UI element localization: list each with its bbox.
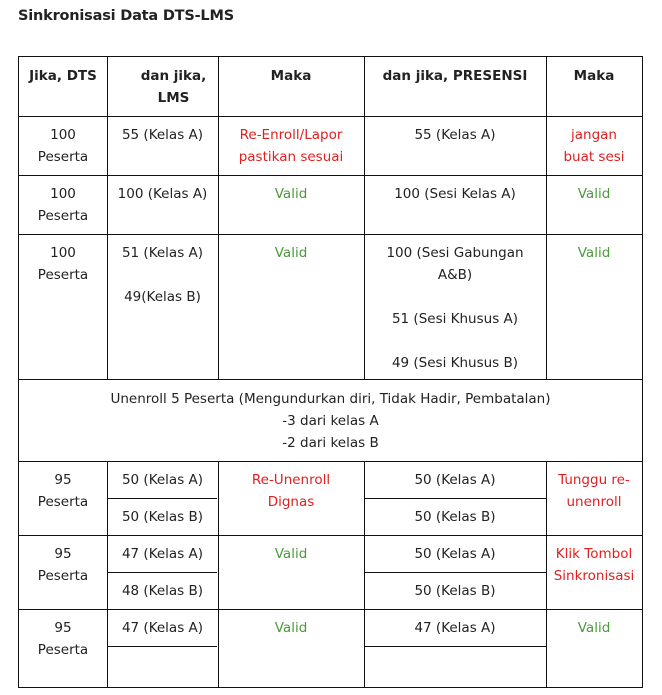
unenroll-note-line1: Unenroll 5 Peserta (Mengundurkan diri, Tidak Hadir, Pembatalan): [110, 391, 551, 407]
row-divider: [19, 609, 642, 610]
row-divider: [19, 535, 642, 536]
row5-lms-b: 48 (Kelas B): [121, 583, 204, 599]
row4-lms-a: 50 (Kelas A): [121, 472, 204, 488]
row4-dts: 95 Peserta: [37, 472, 89, 510]
row4-maka: Re-Unenroll Dignas: [251, 472, 331, 510]
row3-presensi-khusus-b: 49 (Sesi Khusus B): [391, 355, 519, 371]
row5-presensi-a: 50 (Kelas A): [414, 546, 496, 562]
subrow-divider: [364, 572, 546, 573]
row1-presensi: 55 (Kelas A): [414, 127, 496, 143]
unenroll-note-line3: -2 dari kelas B: [282, 435, 379, 451]
header-maka: Maka: [270, 68, 312, 84]
sync-table: [18, 56, 643, 688]
row-divider: [19, 234, 642, 235]
row3-presensi-gabungan: 100 (Sesi Gabungan A&B): [386, 245, 524, 283]
row1-dts: 100 Peserta: [37, 127, 89, 165]
row6-lms-a: 47 (Kelas A): [121, 620, 204, 636]
col-divider: [218, 57, 219, 379]
header-dan-jika-presensi: dan jika, PRESENSI: [382, 68, 528, 84]
row6-maka: Valid: [274, 620, 308, 636]
row3-dts: 100 Peserta: [37, 245, 89, 283]
subrow-divider: [364, 498, 546, 499]
row2-presensi: 100 (Sesi Kelas A): [394, 186, 516, 202]
row2-maka: Valid: [274, 186, 308, 202]
row-divider: [19, 175, 642, 176]
row6-maka-2: Valid: [577, 620, 611, 636]
row2-dts: 100 Peserta: [37, 186, 89, 224]
row2-lms: 100 (Kelas A): [117, 186, 208, 202]
row3-lms-b: 49(Kelas B): [124, 289, 201, 305]
row4-lms-b: 50 (Kelas B): [121, 509, 204, 525]
col-divider: [364, 57, 365, 379]
subrow-divider: [364, 646, 546, 647]
row1-maka-2: jangan buat sesi: [563, 127, 625, 165]
row4-maka-2: Tunggu re-unenroll: [558, 472, 630, 510]
row5-maka: Valid: [274, 546, 308, 562]
row-divider: [19, 461, 642, 462]
unenroll-note-line2: -3 dari kelas A: [282, 413, 379, 429]
row4-presensi-b: 50 (Kelas B): [414, 509, 496, 525]
row5-lms-a: 47 (Kelas A): [121, 546, 204, 562]
row5-maka-2: Klik Tombol Sinkronisasi: [553, 546, 635, 584]
header-dan-jika-lms: dan jika, LMS: [140, 68, 207, 106]
col-divider: [546, 57, 547, 379]
row2-maka-2: Valid: [577, 186, 611, 202]
row3-maka-2: Valid: [577, 245, 611, 261]
row6-presensi-a: 47 (Kelas A): [414, 620, 496, 636]
row6-dts: 95 Peserta: [37, 620, 89, 658]
subrow-divider: [107, 646, 217, 647]
col-divider: [364, 461, 365, 687]
row1-maka: Re-Enroll/Lapor pastikan sesuai: [238, 127, 344, 165]
subrow-divider: [107, 498, 217, 499]
row3-lms-a: 51 (Kelas A): [121, 245, 204, 261]
row4-presensi-a: 50 (Kelas A): [414, 472, 496, 488]
row1-lms: 55 (Kelas A): [121, 127, 204, 143]
row5-dts: 95 Peserta: [37, 546, 89, 584]
row-divider: [19, 116, 642, 117]
col-divider: [107, 461, 108, 687]
row-divider: [19, 379, 642, 380]
row3-maka: Valid: [274, 245, 308, 261]
document-title: Sinkronisasi Data DTS-LMS: [18, 8, 234, 24]
row3-presensi-khusus-a: 51 (Sesi Khusus A): [391, 311, 519, 327]
col-divider: [218, 461, 219, 687]
row5-presensi-b: 50 (Kelas B): [414, 583, 496, 599]
col-divider: [107, 57, 108, 379]
header-jika-dts: Jika, DTS: [29, 68, 97, 84]
header-maka-2: Maka: [573, 68, 615, 84]
subrow-divider: [107, 572, 217, 573]
